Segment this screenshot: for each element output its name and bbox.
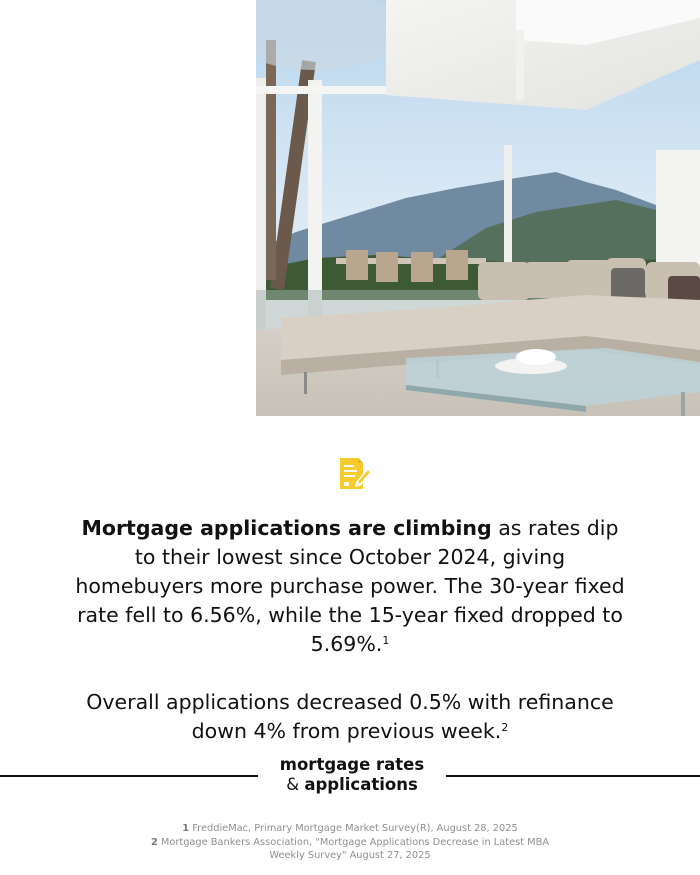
paragraph1-line5: 5.69%. (310, 632, 383, 656)
footnote-2-number: 2 (150, 836, 158, 848)
paragraph2-line2: down 4% from previous week. (191, 719, 502, 743)
applications-paragraph (40, 688, 660, 746)
section-label-line2 (258, 775, 446, 795)
footnote-2-continued (90, 849, 610, 863)
living-room-illustration (256, 0, 700, 416)
footnote-ref-2: 2 (501, 721, 509, 734)
hero-image (256, 0, 700, 416)
headline-phrase: Mortgage applications are climbing (81, 516, 492, 540)
footnote-2-text-cont: Weekly Survey" August 27, 2025 (269, 850, 431, 861)
paragraph1-line1: as rates dip (491, 516, 619, 540)
paragraph1-line2: to their lowest since October 2024, giving (134, 545, 566, 569)
body-copy (40, 514, 660, 746)
divider-right (446, 775, 700, 777)
section-label-line1: mortgage rates (279, 755, 425, 774)
paragraph1-line4: rate fell to 6.56%, while the 15-year fixed dropped to (77, 603, 623, 627)
rates-paragraph (40, 514, 660, 659)
footnote-2-text: Mortgage Bankers Association, "Mortgage Applications Decrease in Latest MBA (157, 836, 550, 848)
section-label-word: applications (304, 775, 418, 794)
paragraph2-line1: Overall applications decreased 0.5% with refinance (86, 690, 614, 714)
section-label (258, 755, 446, 795)
paragraph1-line3: homebuyers more purchase power. The 30-year fixed (75, 574, 625, 598)
divider-left (0, 775, 258, 777)
section-label-amp: & (286, 775, 305, 794)
footnotes (90, 822, 610, 863)
footnote-ref-1: 1 (382, 634, 390, 647)
footnote-1-number: 1 (182, 823, 190, 834)
footnote-1 (90, 822, 610, 836)
footnote-2 (90, 836, 610, 850)
document-pen-icon (337, 456, 373, 492)
footnote-1-text: FreddieMac, Primary Mortgage Market Survey(R), August 28, 2025 (189, 823, 518, 834)
